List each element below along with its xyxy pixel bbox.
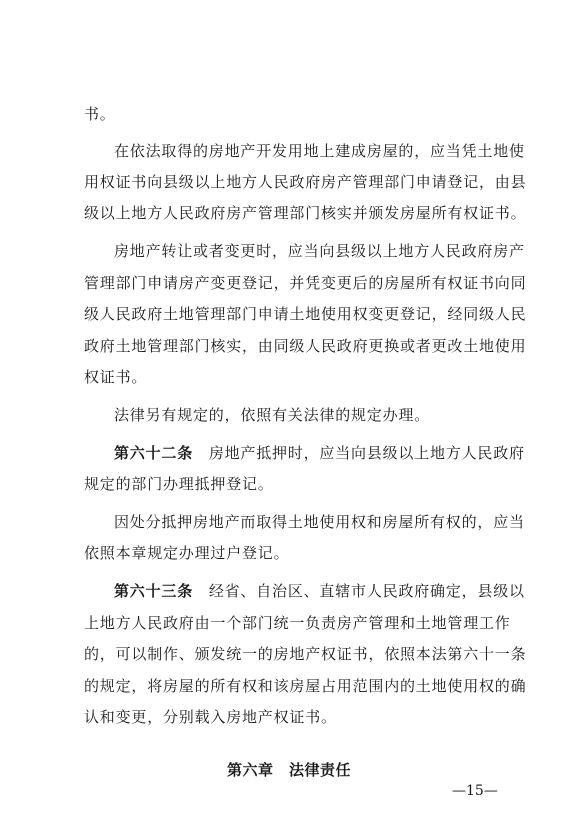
article-text: 经省、自治区、直辖市人民政府确定，县级以 bbox=[193, 582, 525, 600]
text-line: 依照本章规定办理过户登记。 bbox=[84, 544, 290, 562]
article-line bbox=[114, 581, 525, 601]
text-line: 法律另有规定的，依照有关法律的规定办理。 bbox=[114, 406, 431, 424]
text-line: 在依法取得的房地产开发用地上建成房屋的，应当凭土地使 bbox=[114, 142, 525, 160]
text-line: 房地产转让或者变更时，应当向县级以上地方人民政府房产 bbox=[114, 242, 525, 260]
text-line: 规定的部门办理抵押登记。 bbox=[84, 475, 274, 493]
text-line: 上地方人民政府由一个部门统一负责房产管理和土地管理工作 bbox=[84, 614, 511, 632]
text-line: 权证书。 bbox=[84, 368, 148, 386]
article-line bbox=[114, 443, 525, 463]
text-line: 用权证书向县级以上地方人民政府房产管理部门申请登记，由县 bbox=[84, 173, 527, 191]
text-line: 级人民政府土地管理部门申请土地使用权变更登记，经同级人民 bbox=[84, 305, 527, 323]
text-line: 认和变更，分别载入房地产权证书。 bbox=[84, 708, 337, 726]
page-number: —15— bbox=[452, 783, 498, 799]
text-line: 因处分抵押房地产而取得土地使用权和房屋所有权的，应当 bbox=[114, 513, 525, 531]
text-line: 政府土地管理部门核实，由同级人民政府更换或者更改土地使用 bbox=[84, 337, 527, 355]
article-label: 第六十二条 bbox=[114, 444, 194, 462]
text-line: 管理部门申请房产变更登记，并凭变更后的房屋所有权证书向同 bbox=[84, 274, 527, 292]
text-line: 的规定，将房屋的所有权和该房屋占用范围内的土地使用权的确 bbox=[84, 677, 527, 695]
chapter-heading: 第六章 法律责任 bbox=[226, 761, 351, 779]
article-text: 房地产抵押时，应当向县级以上地方人民政府 bbox=[193, 444, 525, 462]
text-line: 的，可以制作、颁发统一的房地产权证书，依照本法第六十一条 bbox=[84, 645, 527, 663]
text-line: 级以上地方人民政府房产管理部门核实并颁发房屋所有权证书。 bbox=[84, 204, 527, 222]
article-label: 第六十三条 bbox=[114, 582, 194, 600]
text-line: 书。 bbox=[84, 105, 116, 123]
